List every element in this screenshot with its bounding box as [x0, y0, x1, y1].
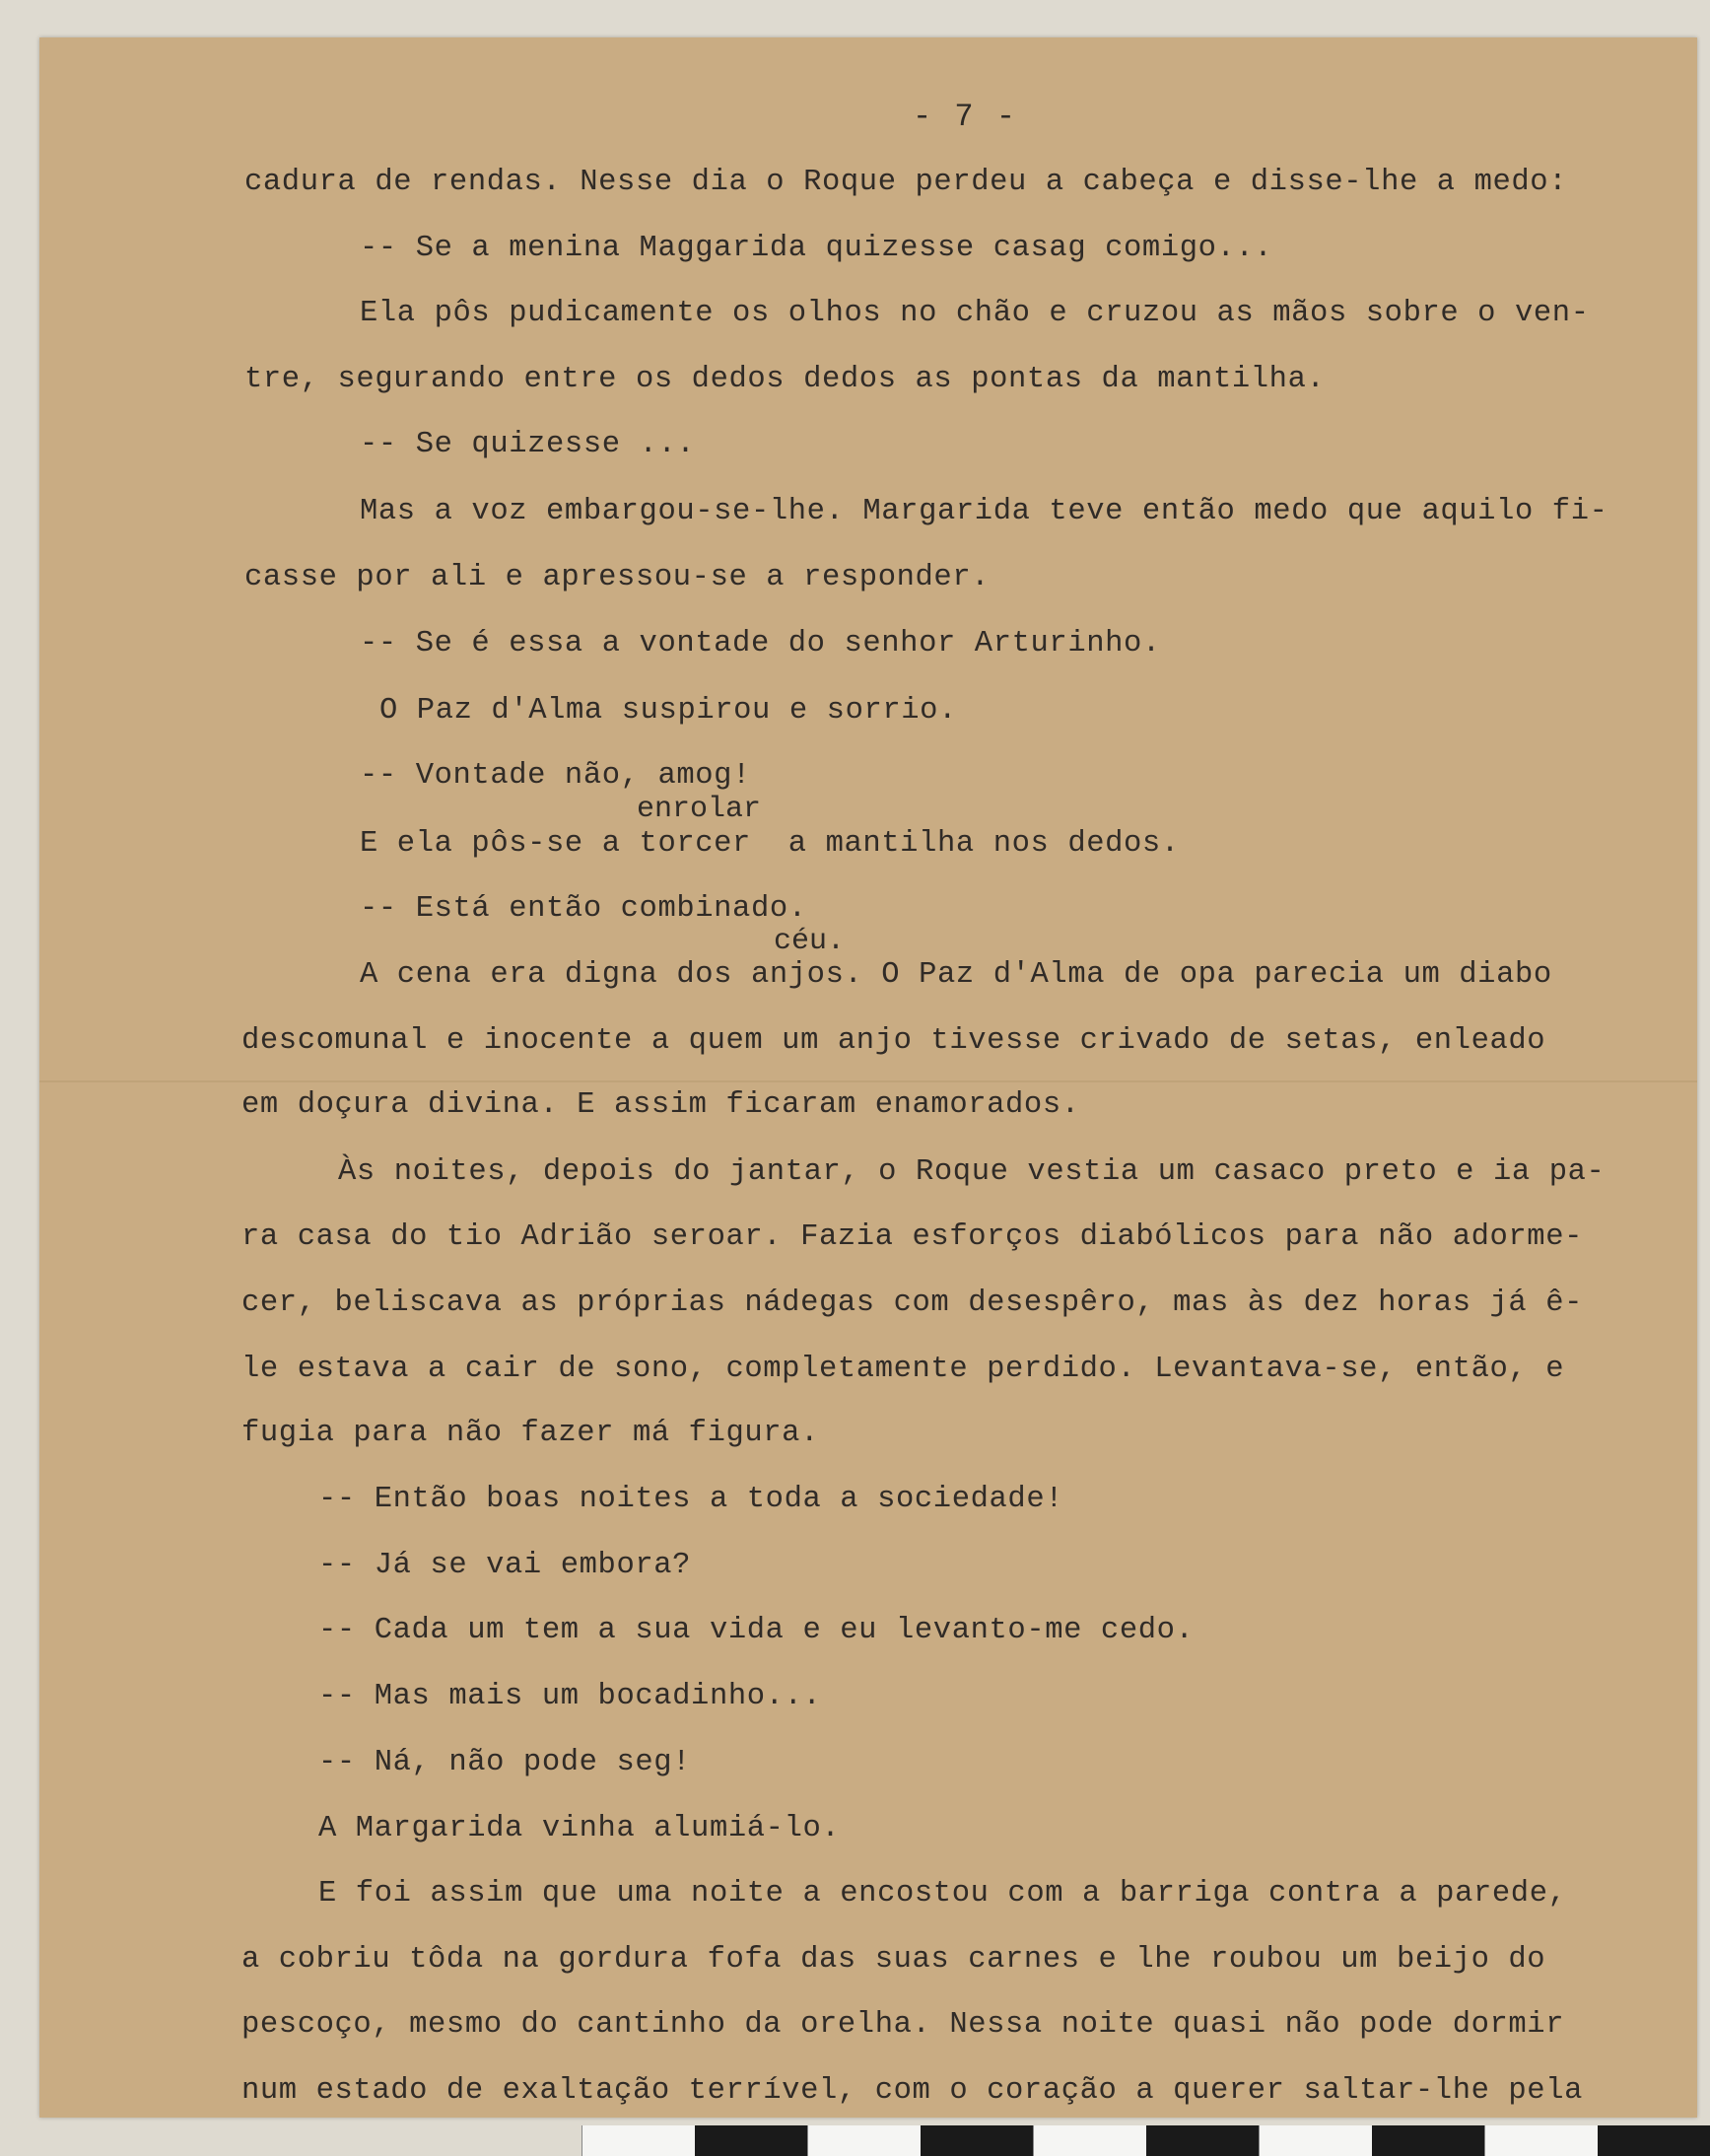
text-line-19: le estava a cair de sono, completamente perdido. Levantava-se, então, e: [241, 1353, 1565, 1386]
text-line-29: pescoço, mesmo do cantinho da orelha. Nessa noite quasi não pode dormir: [241, 2008, 1565, 2042]
text-line-11: E ela pôs-se a torcer a mantilha nos dedos.: [360, 827, 1180, 861]
text-line-7: casse por ali e apressou-se a responder.: [244, 561, 991, 594]
ruler-segment: [695, 2125, 807, 2156]
text-line-26: A Margarida vinha alumiá-lo.: [318, 1812, 841, 1845]
text-line-12: -- Está então combinado.: [360, 892, 807, 926]
text-line-30: num estado de exaltação terrível, com o coração a querer saltar-lhe pela: [241, 2074, 1584, 2108]
text-line-4: tre, segurando entre os dedos dedos as pontas da mantilha.: [244, 363, 1326, 396]
text-line-3: Ela pôs pudicamente os olhos no chão e cruzou as mãos sobre o ven-: [360, 297, 1590, 330]
ruler-segment: [1372, 2125, 1484, 2156]
text-line-16: Às noites, depois do jantar, o Roque vestia um casaco preto e ia pa-: [338, 1155, 1606, 1189]
ruler-segment: [1598, 2125, 1710, 2156]
ruler-segment: [807, 2125, 921, 2156]
scale-ruler: [581, 2125, 1710, 2156]
text-line-9: O Paz d'Alma suspirou e sorrio.: [379, 694, 957, 728]
text-line-27: E foi assim que uma noite a encostou com a barriga contra a parede,: [318, 1877, 1567, 1911]
text-line-22: -- Já se vai embora?: [318, 1549, 692, 1582]
text-line-17: ra casa do tio Adrião seroar. Fazia esforços diabólicos para não adorme-: [241, 1220, 1584, 1254]
page-number: - 7 -: [913, 99, 1018, 135]
text-line-5: -- Se quizesse ...: [360, 428, 696, 461]
typed-page: [39, 37, 1697, 2118]
handwritten-insert-enrolar: enrolar: [637, 793, 762, 826]
text-line-8: -- Se é essa a vontade do senhor Arturinho.: [360, 627, 1161, 661]
text-line-14: descomunal e inocente a quem um anjo tivesse crivado de setas, enleado: [241, 1024, 1546, 1058]
ruler-segment: [1146, 2125, 1259, 2156]
text-line-23: -- Cada um tem a sua vida e eu levanto-me cedo.: [318, 1614, 1195, 1647]
text-line-13: A cena era digna dos anjos. O Paz d'Alma de opa parecia um diabo: [360, 958, 1552, 992]
text-line-2: -- Se a menina Maggarida quizesse casag comigo...: [360, 232, 1273, 265]
ruler-segment: [1484, 2125, 1598, 2156]
text-line-25: -- Ná, não pode seg!: [318, 1746, 692, 1779]
fold-crease: [39, 1080, 1697, 1082]
ruler-segment: [921, 2125, 1033, 2156]
text-line-24: -- Mas mais um bocadinho...: [318, 1680, 822, 1713]
text-line-20: fugia para não fazer má figura.: [241, 1417, 819, 1450]
text-line-15: em doçura divina. E assim ficaram enamorados.: [241, 1088, 1080, 1122]
ruler-segment: [581, 2125, 695, 2156]
text-line-18: cer, beliscava as próprias nádegas com desespêro, mas às dez horas já ê-: [241, 1287, 1584, 1320]
text-line-10: -- Vontade não, amog!: [360, 759, 751, 793]
ruler-segment: [1033, 2125, 1146, 2156]
text-line-6: Mas a voz embargou-se-lhe. Margarida teve então medo que aquilo fi-: [360, 495, 1608, 528]
text-line-28: a cobriu tôda na gordura fofa das suas carnes e lhe roubou um beijo do: [241, 1943, 1546, 1977]
handwritten-insert-ceu: céu.: [774, 925, 846, 958]
ruler-segment: [1259, 2125, 1372, 2156]
text-line-21: -- Então boas noites a toda a sociedade!: [318, 1483, 1064, 1516]
text-line-1: cadura de rendas. Nesse dia o Roque perdeu a cabeça e disse-lhe a medo:: [244, 166, 1568, 199]
